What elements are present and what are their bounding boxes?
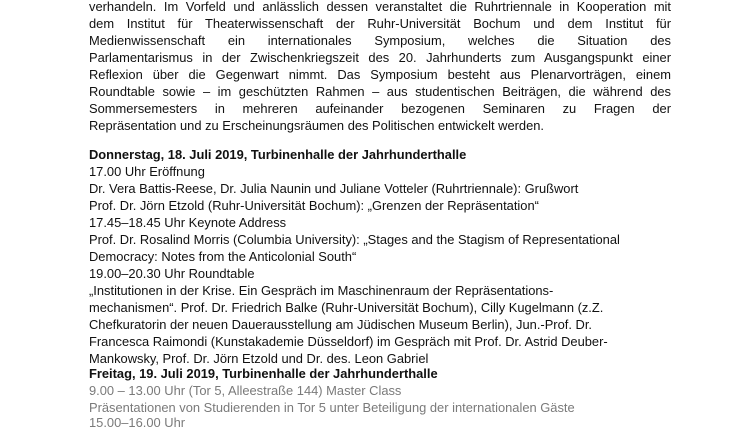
program-line: Chefkuratorin der neuen Dauerausstellung am Jüdischen Museum Berlin), Jun.-Prof. Dr.	[89, 317, 592, 332]
program-line: Democracy: Notes from the Anticolonial South“	[89, 249, 357, 264]
program-line: Präsentationen von Studierenden in Tor 5 unter Beteiligung der internationalen Gäste	[89, 400, 575, 415]
intro-line: Parlamentarismus in der Zwischenkriegszeit des 20. Jahrhunderts zum Ausgangspunkt einer	[89, 50, 671, 65]
program-line: Prof. Dr. Rosalind Morris (Columbia University): „Stages and the Stagism of Representational	[89, 232, 620, 247]
intro-line: Roundtable sowie – im geschützten Rahmen – aus studentischen Beiträgen, die während des	[89, 84, 671, 99]
program-line: 15.00–16.00 Uhr	[89, 415, 186, 430]
intro-line: Repräsentation und zu Erscheinungsräumen des Politischen entwickelt werden.	[89, 118, 545, 133]
day-heading: Freitag, 19. Juli 2019, Turbinenhalle der Jahrhunderthalle	[89, 366, 438, 381]
program-line: mechanismen“. Prof. Dr. Friedrich Balke (Ruhr-Universität Bochum), Cilly Kugelmann (z.Z.	[89, 300, 604, 315]
program-line: Prof. Dr. Jörn Etzold (Ruhr-Universität Bochum): „Grenzen der Repräsentation“	[89, 198, 539, 213]
day-heading: Donnerstag, 18. Juli 2019, Turbinenhalle der Jahrhunderthalle	[89, 147, 467, 162]
program-line: Dr. Vera Battis-Reese, Dr. Julia Naunin und Juliane Votteler (Ruhrtriennale): Grußwort	[89, 181, 579, 196]
intro-line: dem Institut für Theaterwissenschaft der Ruhr-Universität Bochum und dem Institut für	[89, 16, 671, 31]
program-line: 17.45–18.45 Uhr Keynote Address	[89, 215, 287, 230]
intro-line: Medienwissenschaft ein internationales Symposium, welches die Situation des	[89, 33, 671, 48]
intro-line: Reflexion über die Gegenwart nimmt. Das Symposium besteht aus Plenarvorträgen, einem	[89, 67, 671, 82]
program-line: Francesca Raimondi (Kunstakademie Düsseldorf) im Gespräch mit Prof. Dr. Astrid Deuber-	[89, 334, 608, 349]
program-line: 19.00–20.30 Uhr Roundtable	[89, 266, 255, 281]
program-line: 17.00 Uhr Eröffnung	[89, 164, 205, 179]
intro-line: Sommersemesters in mehreren aufeinander bezogenen Seminaren zu Fragen der	[89, 101, 671, 116]
program-line: „Institutionen in der Krise. Ein Gespräch im Maschinenraum der Repräsentations-	[89, 283, 554, 298]
intro-line: verhandeln. Im Vorfeld und anlässlich dessen veranstaltet die Ruhrtriennale in Kooperation mit	[89, 0, 671, 14]
program-line: 9.00 – 13.00 Uhr (Tor 5, Alleestraße 144) Master Class	[89, 383, 402, 398]
program-line: Mankowsky, Prof. Dr. Jörn Etzold und Dr. des. Leon Gabriel	[89, 351, 429, 366]
